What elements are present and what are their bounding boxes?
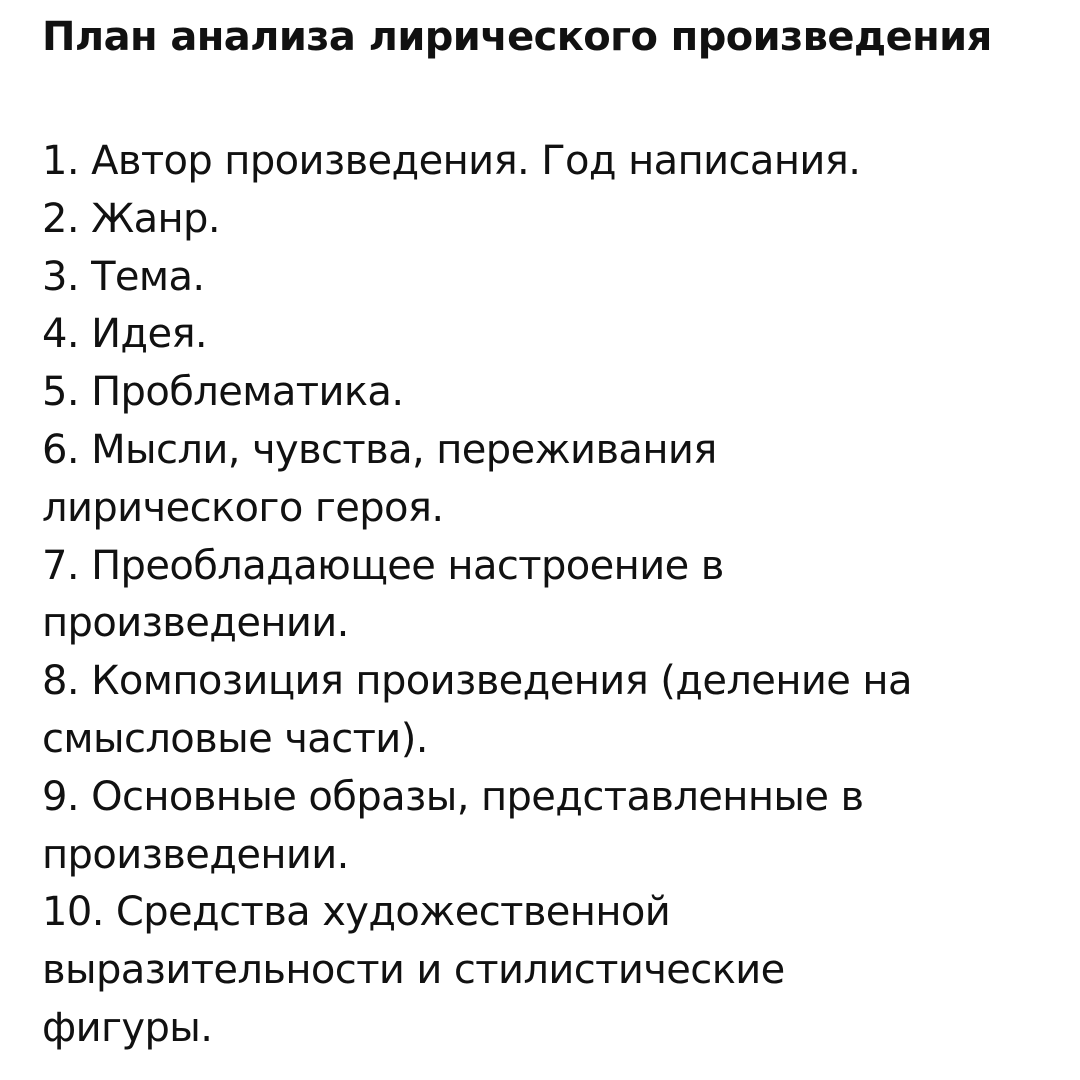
analysis-plan-list — [42, 133, 1042, 1058]
document-page — [42, 8, 1042, 1058]
plan-item-1: 1. Автор произведения. Год написания. — [42, 138, 861, 184]
plan-item-7: 7. Преобладающее настроение в произведении. — [42, 542, 724, 647]
document-title: План анализа лирического произведения — [42, 14, 992, 60]
plan-item-5: 5. Проблематика. — [42, 369, 404, 416]
plan-item-2: 2. Жанр. — [42, 195, 220, 242]
plan-item-6: 6. Мысли, чувства, переживания лирического героя. — [42, 426, 717, 531]
plan-item-3: 3. Тема. — [42, 253, 205, 300]
plan-item-4: 4. Идея. — [42, 311, 208, 358]
plan-item-8: 8. Композиция произведения (деление на смысловые части). — [42, 658, 912, 762]
plan-item-9: 9. Основные образы, представленные в произведении. — [42, 773, 864, 878]
plan-item-10: 10. Средства художественной выразительности и стилистические фигуры. — [42, 889, 785, 1051]
